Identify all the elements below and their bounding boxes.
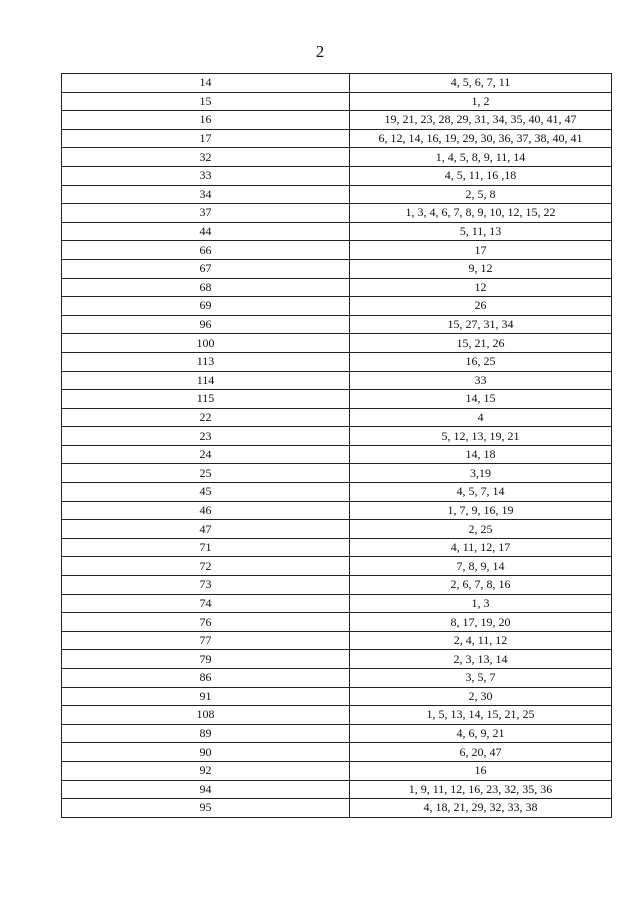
row-values-cell: 6, 12, 14, 16, 19, 29, 30, 36, 37, 38, 40, 41 — [350, 129, 612, 148]
row-values-cell: 2, 30 — [350, 687, 612, 706]
row-values-cell: 15, 21, 26 — [350, 334, 612, 353]
table-row — [62, 780, 612, 799]
table-row — [62, 743, 612, 762]
row-values-cell: 17 — [350, 241, 612, 260]
table-row — [62, 613, 612, 632]
row-number-cell: 77 — [62, 631, 350, 650]
table-row — [62, 761, 612, 780]
row-values-cell: 4 — [350, 408, 612, 427]
table-row — [62, 111, 612, 130]
row-number-cell: 89 — [62, 724, 350, 743]
table-row — [62, 390, 612, 409]
table-row — [62, 148, 612, 167]
row-number-cell: 96 — [62, 315, 350, 334]
row-number-cell: 94 — [62, 780, 350, 799]
table-row — [62, 631, 612, 650]
table-row — [62, 557, 612, 576]
table-row — [62, 576, 612, 595]
table-row — [62, 669, 612, 688]
row-values-cell: 4, 5, 6, 7, 11 — [350, 74, 612, 93]
table-row — [62, 445, 612, 464]
row-number-cell: 32 — [62, 148, 350, 167]
row-number-cell: 74 — [62, 594, 350, 613]
row-values-cell: 5, 11, 13 — [350, 222, 612, 241]
table-row — [62, 408, 612, 427]
data-table — [61, 73, 612, 818]
row-number-cell: 72 — [62, 557, 350, 576]
page-number: 2 — [315, 42, 325, 61]
row-number-cell: 108 — [62, 706, 350, 725]
row-number-cell: 22 — [62, 408, 350, 427]
table-row — [62, 799, 612, 818]
row-values-cell: 1, 9, 11, 12, 16, 23, 32, 35, 36 — [350, 780, 612, 799]
table-row — [62, 334, 612, 353]
row-number-cell: 86 — [62, 669, 350, 688]
table-row — [62, 185, 612, 204]
table-row — [62, 483, 612, 502]
row-values-cell: 7, 8, 9, 14 — [350, 557, 612, 576]
row-values-cell: 9, 12 — [350, 259, 612, 278]
row-values-cell: 19, 21, 23, 28, 29, 31, 34, 35, 40, 41, 47 — [350, 111, 612, 130]
row-values-cell: 14, 15 — [350, 390, 612, 409]
row-number-cell: 92 — [62, 761, 350, 780]
row-values-cell: 4, 5, 7, 14 — [350, 483, 612, 502]
row-number-cell: 14 — [62, 74, 350, 93]
table-row — [62, 297, 612, 316]
row-values-cell: 2, 25 — [350, 520, 612, 539]
row-number-cell: 44 — [62, 222, 350, 241]
row-number-cell: 113 — [62, 352, 350, 371]
row-number-cell: 68 — [62, 278, 350, 297]
row-number-cell: 33 — [62, 166, 350, 185]
table-row — [62, 259, 612, 278]
table-row — [62, 427, 612, 446]
table-row — [62, 92, 612, 111]
row-values-cell: 33 — [350, 371, 612, 390]
table-row — [62, 166, 612, 185]
row-values-cell: 1, 5, 13, 14, 15, 21, 25 — [350, 706, 612, 725]
row-values-cell: 12 — [350, 278, 612, 297]
row-values-cell: 2, 5, 8 — [350, 185, 612, 204]
row-values-cell: 16 — [350, 761, 612, 780]
table-row — [62, 706, 612, 725]
row-values-cell: 5, 12, 13, 19, 21 — [350, 427, 612, 446]
row-number-cell: 17 — [62, 129, 350, 148]
row-number-cell: 69 — [62, 297, 350, 316]
row-values-cell: 4, 18, 21, 29, 32, 33, 38 — [350, 799, 612, 818]
row-values-cell: 2, 4, 11, 12 — [350, 631, 612, 650]
row-number-cell: 45 — [62, 483, 350, 502]
row-number-cell: 46 — [62, 501, 350, 520]
row-values-cell: 26 — [350, 297, 612, 316]
row-number-cell: 91 — [62, 687, 350, 706]
row-values-cell: 1, 2 — [350, 92, 612, 111]
row-values-cell: 14, 18 — [350, 445, 612, 464]
row-number-cell: 23 — [62, 427, 350, 446]
row-values-cell: 3, 5, 7 — [350, 669, 612, 688]
row-number-cell: 115 — [62, 390, 350, 409]
table-row — [62, 222, 612, 241]
row-number-cell: 47 — [62, 520, 350, 539]
table-row — [62, 464, 612, 483]
table-row — [62, 74, 612, 93]
row-values-cell: 6, 20, 47 — [350, 743, 612, 762]
table-row — [62, 315, 612, 334]
table-row — [62, 650, 612, 669]
row-values-cell: 16, 25 — [350, 352, 612, 371]
table-row — [62, 371, 612, 390]
row-values-cell: 2, 6, 7, 8, 16 — [350, 576, 612, 595]
row-number-cell: 16 — [62, 111, 350, 130]
table-row — [62, 204, 612, 223]
table-body — [62, 74, 612, 818]
row-values-cell: 15, 27, 31, 34 — [350, 315, 612, 334]
row-number-cell: 37 — [62, 204, 350, 223]
table-row — [62, 352, 612, 371]
table-row — [62, 241, 612, 260]
row-values-cell: 1, 3 — [350, 594, 612, 613]
row-number-cell: 79 — [62, 650, 350, 669]
row-values-cell: 1, 7, 9, 16, 19 — [350, 501, 612, 520]
row-number-cell: 90 — [62, 743, 350, 762]
table-row — [62, 538, 612, 557]
row-values-cell: 2, 3, 13, 14 — [350, 650, 612, 669]
row-number-cell: 34 — [62, 185, 350, 204]
table-row — [62, 687, 612, 706]
row-number-cell: 24 — [62, 445, 350, 464]
table-row — [62, 594, 612, 613]
row-values-cell: 4, 6, 9, 21 — [350, 724, 612, 743]
table-row — [62, 278, 612, 297]
row-values-cell: 4, 11, 12, 17 — [350, 538, 612, 557]
row-number-cell: 71 — [62, 538, 350, 557]
row-number-cell: 66 — [62, 241, 350, 260]
row-number-cell: 100 — [62, 334, 350, 353]
row-number-cell: 95 — [62, 799, 350, 818]
row-number-cell: 67 — [62, 259, 350, 278]
table-row — [62, 724, 612, 743]
row-number-cell: 25 — [62, 464, 350, 483]
table-row — [62, 129, 612, 148]
row-values-cell: 4, 5, 11, 16 ,18 — [350, 166, 612, 185]
row-values-cell: 8, 17, 19, 20 — [350, 613, 612, 632]
table-row — [62, 520, 612, 539]
row-values-cell: 1, 3, 4, 6, 7, 8, 9, 10, 12, 15, 22 — [350, 204, 612, 223]
row-number-cell: 15 — [62, 92, 350, 111]
table-row — [62, 501, 612, 520]
row-number-cell: 73 — [62, 576, 350, 595]
row-values-cell: 1, 4, 5, 8, 9, 11, 14 — [350, 148, 612, 167]
row-number-cell: 114 — [62, 371, 350, 390]
row-number-cell: 76 — [62, 613, 350, 632]
row-values-cell: 3,19 — [350, 464, 612, 483]
